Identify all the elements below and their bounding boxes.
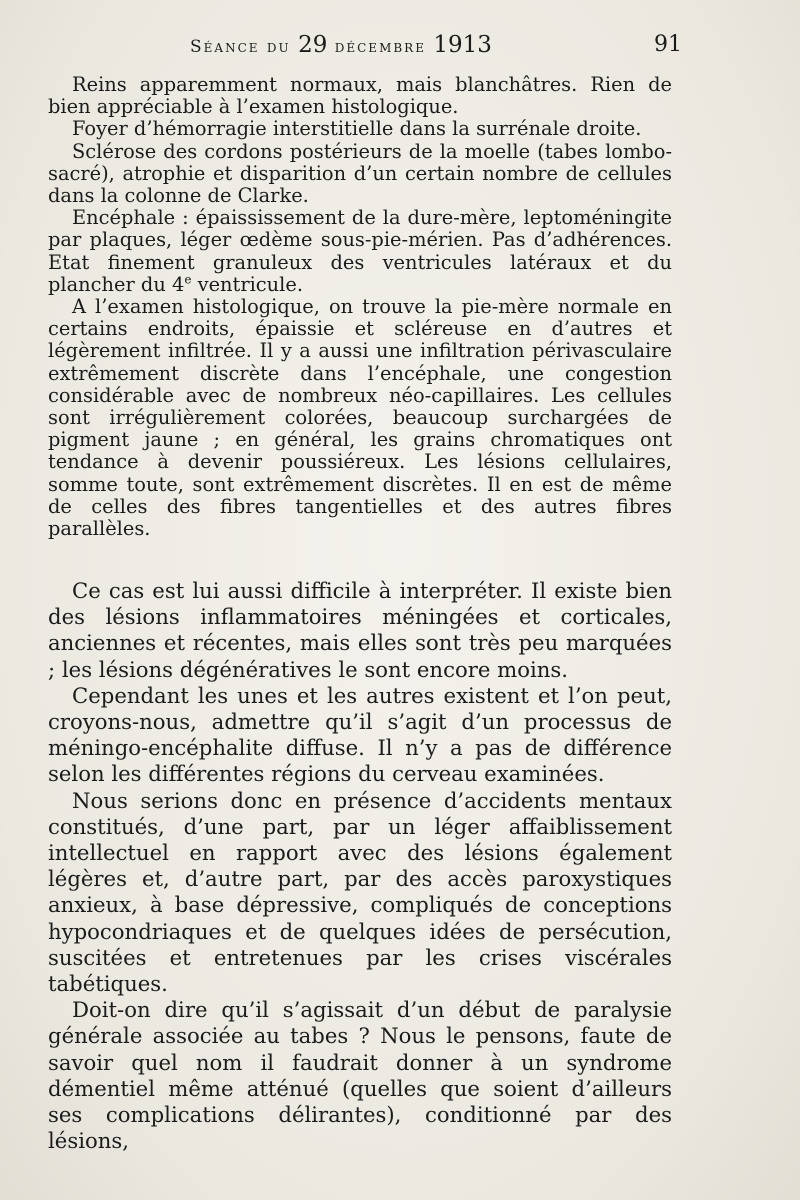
autopsy-notes <box>48 74 672 540</box>
note-histologie: A l’examen histologique, on trouve la pie-mère normale en certains endroits, épaissie et scléreuse en d’autres et légèrement infiltrée. Il y a aussi une infiltration périvasculaire extrêmement discrète dans l’encéphale, une congestion considérable avec de nombreux néo-capillaires. Les cellules sont irrégulièrement colorées, beaucoup surchargées de pigment jaune ; en général, les grains chromatiques ont tendance à devenir poussiéreux. Les lésions cellulaires, somme toute, sont extrêmement discrètes. Il en est de même de celles des fibres tangentielles et des autres fibres parallèles. <box>48 295 672 541</box>
note-encephale <box>48 207 672 296</box>
running-head <box>190 32 492 58</box>
note-reins: Reins apparemment normaux, mais blanchâtres. Rien de bien appréciable à l’examen histologique. <box>48 73 672 119</box>
note-encephale-text: Encéphale : épaississement de la dure-mère, leptoméningite par plaques, léger œdème sous-pie-mérien. Pas d’adhérences. Etat finement granuleux des ventricules latéraux et du plancher du 4 <box>48 206 672 296</box>
note-encephale-tail: ventricule. <box>191 272 303 296</box>
page-header <box>190 30 682 60</box>
running-head-year: 1913 <box>433 32 492 58</box>
paragraph-paralysie: Doit-on dire qu’il s’agissait d’un début de paralysie générale associée au tabes ? Nous le pensons, faute de savoir quel nom il faudrait donner à un syndrome démentiel même atténué (quelles que soient d’ailleurs ses complications délirantes), conditionné par des lésions, <box>48 997 672 1154</box>
note-encephale-superscript: e <box>184 272 192 287</box>
running-head-text-b: décembre <box>327 37 434 57</box>
running-head-text-a: Séance du <box>190 37 299 57</box>
paragraph-processus: Cependant les unes et les autres existent et l’on peut, croyons-nous, admettre qu’il s’agit d’un processus de méningo-encéphalite diffuse. Il n’y a pas de différence selon les différentes régions du cerveau examinées. <box>48 682 672 787</box>
page-number: 91 <box>654 32 682 57</box>
discussion-text <box>48 578 672 1154</box>
paragraph-interpretation: Ce cas est lui aussi difficile à interpréter. Il existe bien des lésions inflammatoires méningées et corticales, anciennes et récentes, mais elles sont très peu marquées ; les lésions dégénératives le sont encore moins. <box>48 578 672 682</box>
running-head-day: 29 <box>298 32 328 58</box>
note-surrenale: Foyer d’hémorragie interstitielle dans la surrénale droite. <box>72 117 642 141</box>
paragraph-accidents: Nous serions donc en présence d’accidents mentaux constitués, d’une part, par un léger affaiblissement intellectuel en rapport avec des lésions également légères et, d’autre part, par des accès paroxystiques anxieux, à base dépressive, compliqués de conceptions hypocondriaques et de quelques idées de persécution, suscitées et entretenues par les crises viscérales tabétiques. <box>48 787 672 997</box>
note-moelle: Sclérose des cordons postérieurs de la moelle (tabes lombo-sacré), atrophie et disparition d’un certain nombre de cellules dans la colonne de Clarke. <box>48 139 672 208</box>
